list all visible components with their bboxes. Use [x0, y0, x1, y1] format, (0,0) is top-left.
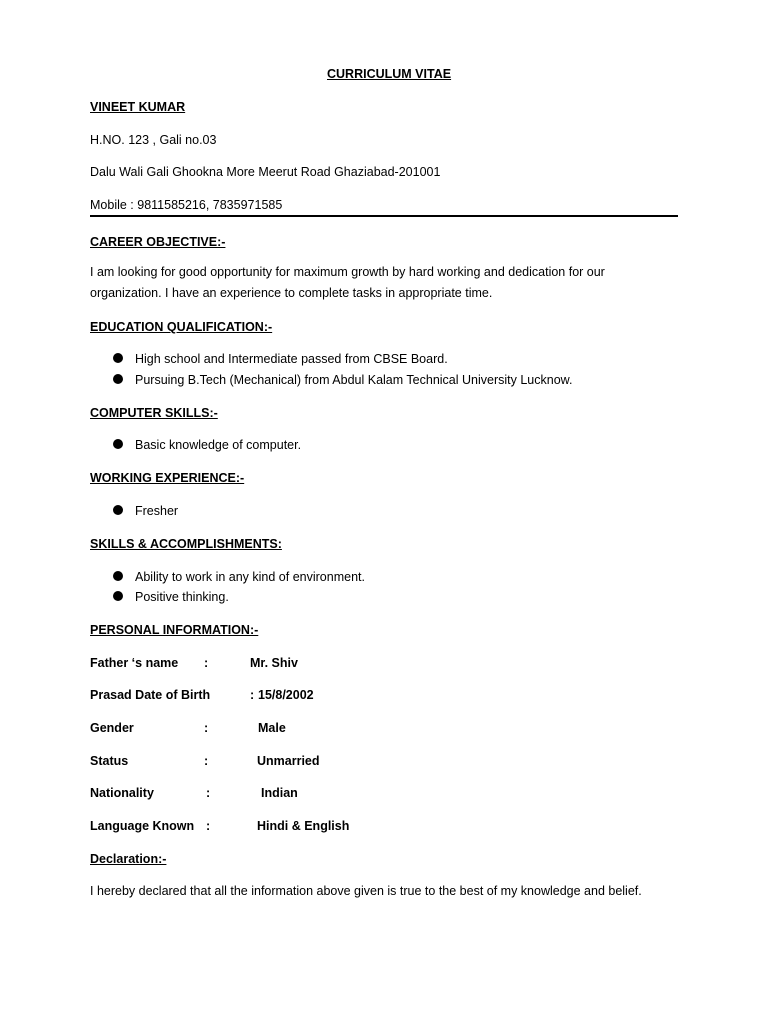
computer-skills-heading: COMPUTER SKILLS:-: [90, 406, 218, 420]
personal-label: Nationality: [90, 786, 154, 800]
skills-heading: SKILLS & ACCOMPLISHMENTS:: [90, 537, 282, 551]
personal-separator: :: [206, 786, 211, 800]
header-divider: [90, 215, 678, 217]
working-experience-heading: WORKING EXPERIENCE:-: [90, 471, 245, 485]
address-line-2: Dalu Wali Gali Ghookna More Meerut Road Ghaziabad-201001: [90, 165, 441, 179]
career-objective-text: I am looking for good opportunity for maximum growth by hard working and dedication for our organization. I have an experience to complete tasks in appropriate time.: [90, 265, 605, 300]
bullet-icon: [113, 571, 123, 581]
personal-information-heading: PERSONAL INFORMATION:-: [90, 623, 259, 637]
education-heading: EDUCATION QUALIFICATION:-: [90, 320, 273, 334]
document-title: CURRICULUM VITAE: [327, 67, 452, 81]
personal-label: Status: [90, 754, 129, 768]
career-objective-heading: CAREER OBJECTIVE:-: [90, 235, 226, 249]
personal-label: Prasad Date of Birth: [90, 688, 211, 702]
list-item: Positive thinking.: [135, 590, 229, 604]
personal-label: Father ‘s name: [90, 656, 179, 670]
bullet-icon: [113, 505, 123, 515]
address-line-1: H.NO. 123 , Gali no.03: [90, 133, 217, 147]
personal-label: Gender: [90, 721, 134, 735]
personal-separator: :: [204, 721, 209, 735]
bullet-icon: [113, 353, 123, 363]
personal-label: Language Known: [90, 819, 195, 833]
bullet-icon: [113, 439, 123, 449]
personal-value: Mr. Shiv: [250, 656, 298, 670]
personal-separator: :: [204, 656, 209, 670]
list-item: High school and Intermediate passed from CBSE Board.: [135, 352, 448, 366]
personal-separator: :: [204, 754, 209, 768]
list-item: Ability to work in any kind of environment.: [135, 570, 365, 584]
mobile-number: Mobile : 9811585216, 7835971585: [90, 198, 283, 212]
bullet-icon: [113, 591, 123, 601]
list-item: Basic knowledge of computer.: [135, 438, 302, 452]
personal-value: 15/8/2002: [258, 688, 314, 702]
personal-separator: :: [250, 688, 255, 702]
personal-value: Hindi & English: [257, 819, 350, 833]
declaration-text: I hereby declared that all the information above given is true to the best of my knowledge and belief.: [90, 884, 642, 898]
candidate-name: VINEET KUMAR: [90, 100, 186, 114]
list-item: Fresher: [135, 504, 179, 518]
personal-value: Unmarried: [257, 754, 320, 768]
personal-value: Indian: [261, 786, 298, 800]
declaration-heading: Declaration:-: [90, 852, 167, 866]
personal-value: Male: [258, 721, 286, 735]
list-item: Pursuing B.Tech (Mechanical) from Abdul Kalam Technical University Lucknow.: [135, 373, 573, 387]
personal-separator: :: [206, 819, 211, 833]
bullet-icon: [113, 374, 123, 384]
